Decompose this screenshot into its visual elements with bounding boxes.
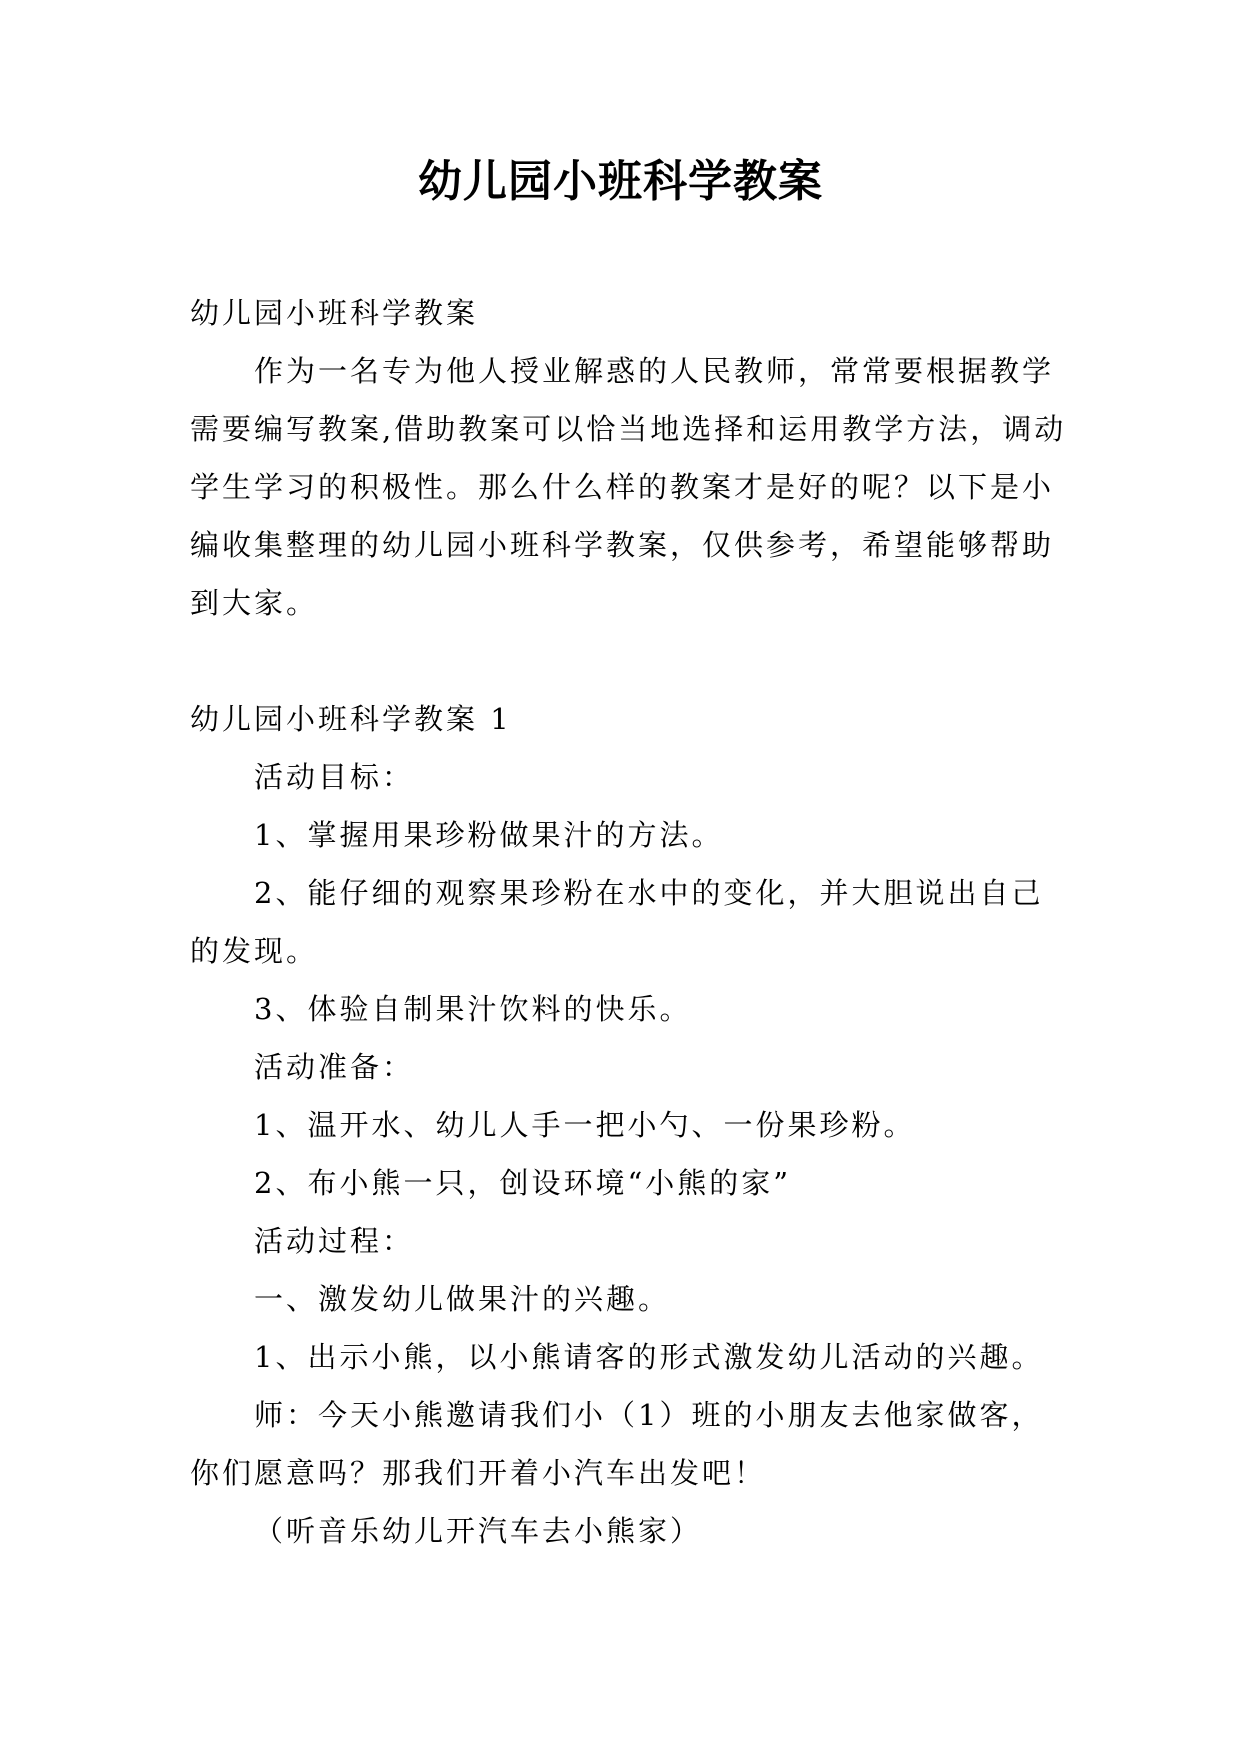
document-title: 幼儿园小班科学教案 [418, 156, 823, 207]
document-subtitle: 幼儿园小班科学教案 [190, 296, 479, 330]
action-note: （听音乐幼儿开汽车去小熊家） [254, 1514, 703, 1548]
process-label: 活动过程： [254, 1224, 415, 1258]
document-body [190, 284, 1070, 1560]
teacher-line: 师：今天小熊邀请我们小（1）班的小朋友去他家做客，你们愿意吗？那我们开着小汽车出发吧！ [190, 1398, 1044, 1490]
prep-item-2: 2、布小熊一只，创设环境“小熊的家” [254, 1166, 792, 1200]
intro-paragraph: 作为一名专为他人授业解惑的人民教师，常常要根据教学需要编写教案,借助教案可以恰当地选择和运用教学方法，调动学生学习的积极性。那么什么样的教案才是好的呢？以下是小编收集整理的幼儿园小班科学教案，仅供参考，希望能够帮助到大家。 [190, 354, 1067, 620]
goal-item-3: 3、体验自制果汁饮料的快乐。 [254, 992, 692, 1026]
goal-item-2: 2、能仔细的观察果珍粉在水中的变化，并大胆说出自己的发现。 [190, 876, 1044, 968]
process-step-1-1: 1、出示小熊，以小熊请客的形式激发幼儿活动的兴趣。 [254, 1340, 1044, 1374]
prep-label: 活动准备： [254, 1050, 415, 1084]
goals-label: 活动目标： [254, 760, 415, 794]
prep-item-1: 1、温开水、幼儿人手一把小勺、一份果珍粉。 [254, 1108, 916, 1142]
process-step-1: 一、激发幼儿做果汁的兴趣。 [254, 1282, 671, 1316]
section-heading: 幼儿园小班科学教案 1 [190, 702, 512, 736]
goal-item-1: 1、掌握用果珍粉做果汁的方法。 [254, 818, 724, 852]
section-spacer [190, 632, 1070, 690]
